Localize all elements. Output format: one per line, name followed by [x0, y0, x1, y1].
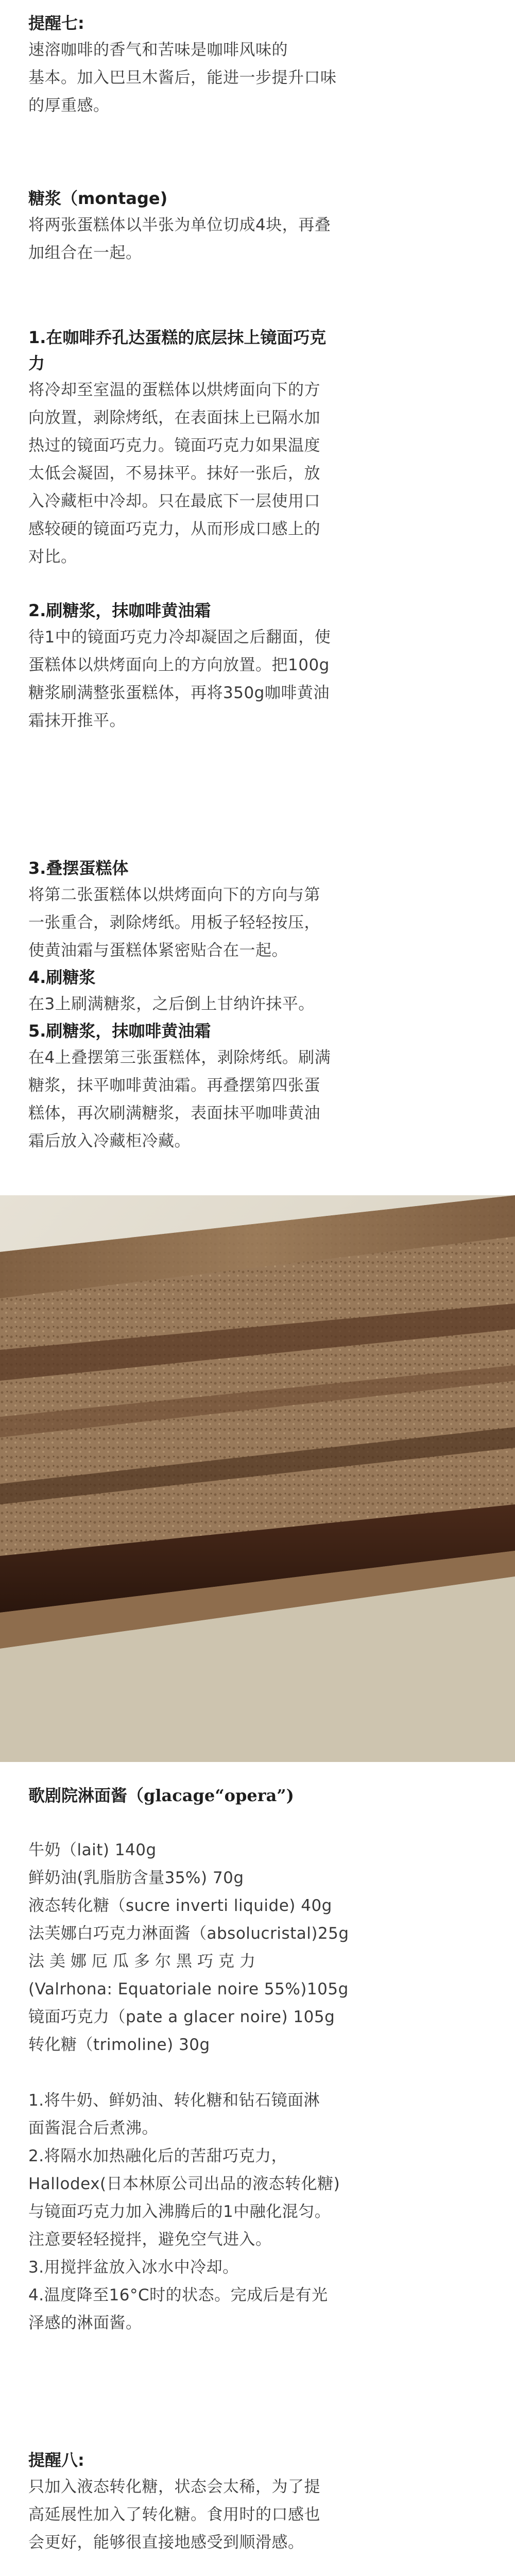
step4-title: 4.刷糖浆: [28, 968, 96, 987]
tip8-section: [28, 2447, 487, 2556]
glaze-ingredient: 牛奶（lait) 140g: [28, 1841, 157, 1859]
step5-line: 霜后放入冷藏柜冷藏。: [28, 1132, 191, 1150]
step1-line: 将冷却至室温的蛋糕体以烘烤面向下的方: [28, 381, 320, 399]
syrup-line: 加组合在一起。: [28, 244, 142, 262]
syrup-section: [28, 185, 487, 267]
step2-line: 待1中的镜面巧克力冷却凝固之后翻面，使: [28, 628, 331, 647]
step2-line: 霜抹开推平。: [28, 711, 126, 730]
glaze-title: 歌剧院淋面酱（glacage“opera”): [28, 1786, 294, 1805]
tip8-line: 只加入液态转化糖，状态会太稀，为了提: [28, 2478, 320, 2496]
step3-line: 将第二张蛋糕体以烘烤面向下的方向与第: [28, 886, 320, 904]
step1-section: [28, 325, 487, 571]
glaze-ingredient: 鲜奶油(乳脂肪含量35%) 70g: [28, 1869, 244, 1887]
glaze-ingredient: (Valrhona: Equatoriale noire 55%)105g: [28, 1980, 349, 1998]
step1-title: 1.在咖啡乔孔达蛋糕的底层抹上镜面巧克: [28, 328, 327, 347]
opera-cake-layer-closeup-photo: [0, 1195, 515, 1762]
step1-line: 感较硬的镜面巧克力，从而形成口感上的: [28, 520, 320, 538]
tip7-title: 提醒七:: [28, 13, 84, 33]
step1-line: 向放置，剥除烤纸，在表面抹上已隔水加: [28, 409, 320, 427]
tip7-section: [28, 10, 487, 120]
step2-section: [28, 598, 487, 735]
glaze-step-line: 注意要轻轻搅拌，避免空气进入。: [28, 2230, 272, 2249]
syrup-title: 糖浆（montage): [28, 189, 168, 208]
glaze-step-line: Hallodex(日本林原公司出品的液态转化糖): [28, 2175, 340, 2193]
glaze-step-line: 泽感的淋面酱。: [28, 2314, 142, 2332]
step3-5-section: [28, 855, 487, 1155]
glaze-ingredient: 转化糖（trimoline) 30g: [28, 2036, 210, 2054]
tip8-line: 高延展性加入了转化糖。食用时的口感也: [28, 2505, 320, 2524]
step1-line: 入冷藏柜中冷却。只在最底下一层使用口: [28, 492, 320, 511]
glaze-step-line: 4.温度降至16°C时的状态。完成后是有光: [28, 2286, 328, 2304]
step1-line: 热过的镜面巧克力。镜面巧克力如果温度: [28, 436, 320, 455]
step5-line: 在4上叠摆第三张蛋糕体，剥除烤纸。刷满: [28, 1048, 331, 1067]
glaze-ingredient: 法芙娜白巧克力淋面酱（absolucristal)25g: [28, 1924, 349, 1943]
glaze-step-line: 面酱混合后煮沸。: [28, 2119, 158, 2138]
glaze-step-line: 1.将牛奶、鲜奶油、转化糖和钻石镜面淋: [28, 2091, 320, 2110]
tip8-title: 提醒八:: [28, 2450, 84, 2470]
glaze-ingredient: 法美娜厄瓜多尔黑巧克力: [28, 1952, 261, 1971]
step3-line: 一张重合，剥除烤纸。用板子轻轻按压，: [28, 913, 320, 932]
glaze-ingredient: 镜面巧克力（pate a glacer noire) 105g: [28, 2008, 335, 2026]
step1-title: 力: [28, 353, 45, 373]
glaze-ingredient: 液态转化糖（sucre inverti liquide) 40g: [28, 1896, 332, 1915]
step1-line: 太低会凝固，不易抹平。抹好一张后，放: [28, 464, 320, 483]
tip7-line: 速溶咖啡的香气和苦味是咖啡风味的: [28, 41, 288, 59]
tip7-line: 的厚重感。: [28, 96, 110, 115]
glaze-step-line: 2.将隔水加热融化后的苦甜巧克力，: [28, 2147, 288, 2165]
step4-line: 在3上刷满糖浆，之后倒上甘纳许抹平。: [28, 995, 315, 1013]
step5-line: 糖浆，抹平咖啡黄油霜。再叠摆第四张蛋: [28, 1076, 320, 1095]
step2-line: 蛋糕体以烘烤面向上的方向放置。把100g: [28, 656, 330, 674]
step3-line: 使黄油霜与蛋糕体紧密贴合在一起。: [28, 941, 288, 960]
glaze-step-line: 与镜面巧克力加入沸腾后的1中融化混匀。: [28, 2202, 331, 2221]
step2-line: 糖浆刷满整张蛋糕体，再将350g咖啡黄油: [28, 684, 330, 702]
glaze-step-line: 3.用搅拌盆放入冰水中冷却。: [28, 2258, 239, 2277]
step5-title: 5.刷糖浆，抹咖啡黄油霜: [28, 1021, 211, 1041]
step2-title: 2.刷糖浆，抹咖啡黄油霜: [28, 601, 211, 620]
step3-title: 3.叠摆蛋糕体: [28, 858, 129, 878]
tip8-line: 会更好，能够很直接地感受到顺滑感。: [28, 2533, 304, 2552]
glaze-section: [28, 1783, 487, 2337]
syrup-line: 将两张蛋糕体以半张为单位切成4块，再叠: [28, 216, 331, 234]
step1-line: 对比。: [28, 548, 77, 566]
step5-line: 糕体，再次刷满糖浆，表面抹平咖啡黄油: [28, 1104, 320, 1123]
tip7-line: 基本。加入巴旦木酱后，能进一步提升口味: [28, 69, 337, 87]
